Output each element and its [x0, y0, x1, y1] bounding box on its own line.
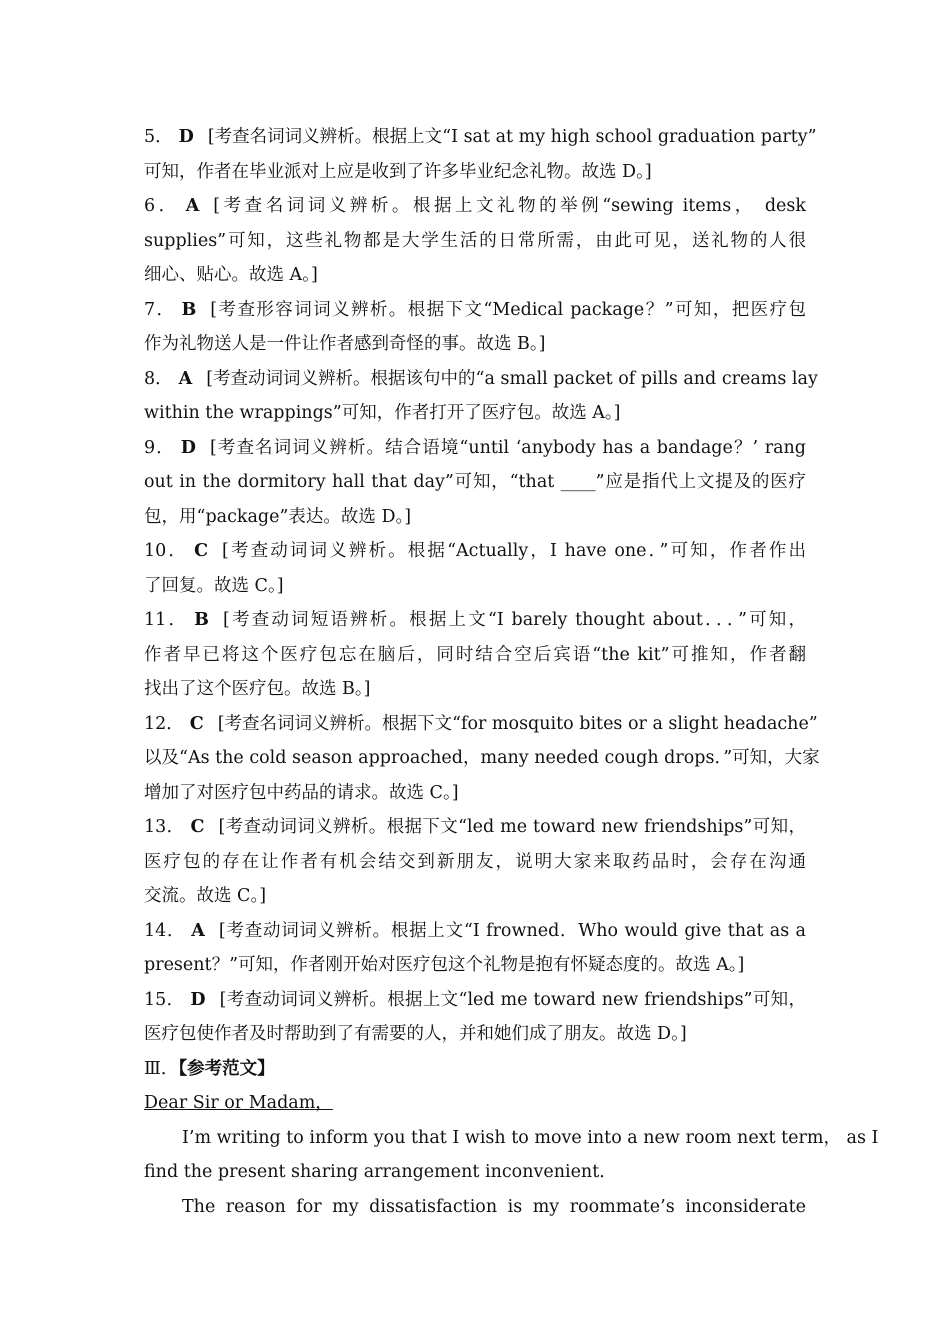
answer-item-8 — [144, 362, 818, 431]
item-explanation: within the wrappings”可知，作者打开了医疗包。故选 A。] — [144, 403, 621, 423]
answer-item-15 — [144, 983, 806, 1052]
item-answer: D — [180, 437, 196, 458]
answer-item-7 — [144, 293, 806, 362]
item-answer: A — [185, 196, 200, 216]
item-explanation: 以及“As the cold season approached，many needed cough drops．”可知，大家 — [144, 748, 820, 768]
item-answer: B — [181, 299, 197, 320]
essay-paragraph-1-cont: find the present sharing arrangement inconvenient． — [144, 1162, 617, 1182]
section-label: 【参考范文】 — [178, 1058, 275, 1079]
item-explanation: 医疗包使作者及时帮助到了有需要的人，并和她们成了朋友。故选 D。] — [144, 1024, 687, 1044]
item-number: 6． — [144, 196, 180, 216]
item-explanation: out in the dormitory hall that day”可知，“that ____”应是指代上文提及的医疗 — [144, 472, 806, 492]
item-explanation: 作为礼物送人是一件让作者感到奇怪的事。故选 B。] — [144, 334, 546, 354]
item-explanation: 作者早已将这个医疗包忘在脑后，同时结合空后宾语“the kit”可推知，作者翻 — [144, 644, 806, 665]
item-answer: D — [178, 127, 194, 147]
answer-item-13 — [144, 810, 806, 914]
answer-item-10 — [144, 534, 806, 603]
answer-item-6 — [144, 189, 806, 293]
item-explanation: [考查形容词词义辨析。根据下文“Medical package？”可知，把医疗包 — [210, 299, 806, 320]
item-explanation: [考查名词词义辨析。根据上文“I sat at my high school graduation party” — [207, 127, 817, 147]
item-number: 13． — [144, 817, 185, 837]
section-number: Ⅲ． — [144, 1058, 179, 1079]
item-explanation: [考查动词词义辨析。根据下文“led me toward new friendships”可知， — [218, 817, 806, 837]
item-explanation: [考查名词词义辨析。根据下文“for mosquito bites or a slight headache” — [217, 713, 818, 734]
item-explanation: 增加了对医疗包中药品的请求。故选 C。] — [144, 782, 459, 803]
item-explanation: [考查动词短语辨析。根据上文“I barely thought about．．．”可知， — [222, 610, 806, 630]
item-explanation: [考查名词词义辨析。结合语境“until ‘anybody has a bandage？’ rang — [209, 437, 806, 458]
item-number: 7． — [144, 299, 176, 320]
item-explanation: 医疗包的存在让作者有机会结交到新朋友，说明大家来取药品时，会存在沟通 — [144, 851, 806, 872]
item-explanation: 可知，作者在毕业派对上应是收到了许多毕业纪念礼物。故选 D。] — [144, 161, 652, 182]
item-answer: A — [191, 920, 205, 941]
item-number: 9． — [144, 437, 175, 458]
answer-key-page — [144, 120, 879, 1224]
item-answer: D — [190, 989, 206, 1010]
item-answer: C — [190, 817, 205, 837]
answer-item-11 — [144, 603, 806, 707]
item-number: 12． — [144, 713, 184, 734]
essay-salutation: Dear Sir or Madam， — [144, 1093, 333, 1113]
essay-paragraph-1: I’m writing to inform you that I wish to move into a new room next term， as I — [182, 1127, 879, 1148]
item-answer: C — [189, 713, 204, 734]
item-explanation: [考查名词词义辨析。根据上文礼物的举例“sewing items， desk — [213, 196, 806, 216]
item-explanation: supplies”可知，这些礼物都是大学生活的日常所需，由此可见，送礼物的人很 — [144, 230, 806, 251]
item-answer: C — [194, 541, 208, 561]
item-explanation: 包，用“package”表达。故选 D。] — [144, 506, 412, 527]
item-explanation: [考查动词词义辨析。根据上文“I frowned．Who would give that as a — [218, 920, 806, 941]
item-number: 14． — [144, 920, 186, 941]
item-explanation: 找出了这个医疗包。故选 B。] — [144, 679, 371, 699]
item-number: 10． — [144, 541, 189, 561]
item-explanation: [考查动词词义辨析。根据上文“led me toward new friendships”可知， — [219, 989, 806, 1010]
section-heading — [144, 1052, 806, 1087]
item-explanation: present？”可知，作者刚开始对医疗包这个礼物是抱有怀疑态度的。故选 A。] — [144, 955, 745, 975]
item-explanation: [考查动词词义辨析。根据该句中的“a small packet of pills and creams lay — [206, 368, 818, 389]
answer-item-14 — [144, 914, 806, 983]
item-explanation: [考查动词词义辨析。根据“Actually，I have one．”可知，作者作出 — [222, 541, 806, 561]
item-number: 15． — [144, 989, 185, 1010]
item-number: 11． — [144, 610, 189, 630]
item-answer: B — [194, 610, 209, 630]
essay-paragraph-2: The reason for my dissatisfaction is my roommate’s inconsiderate — [182, 1196, 806, 1217]
answer-item-5 — [144, 120, 817, 189]
item-number: 5． — [144, 127, 173, 147]
item-number: 8． — [144, 368, 173, 389]
answer-item-12 — [144, 707, 820, 811]
item-explanation: 交流。故选 C。] — [144, 886, 267, 906]
answer-item-9 — [144, 431, 806, 535]
item-answer: A — [178, 368, 193, 389]
item-explanation: 了回复。故选 C。] — [144, 575, 284, 596]
item-explanation: 细心、贴心。故选 A。] — [144, 265, 318, 285]
